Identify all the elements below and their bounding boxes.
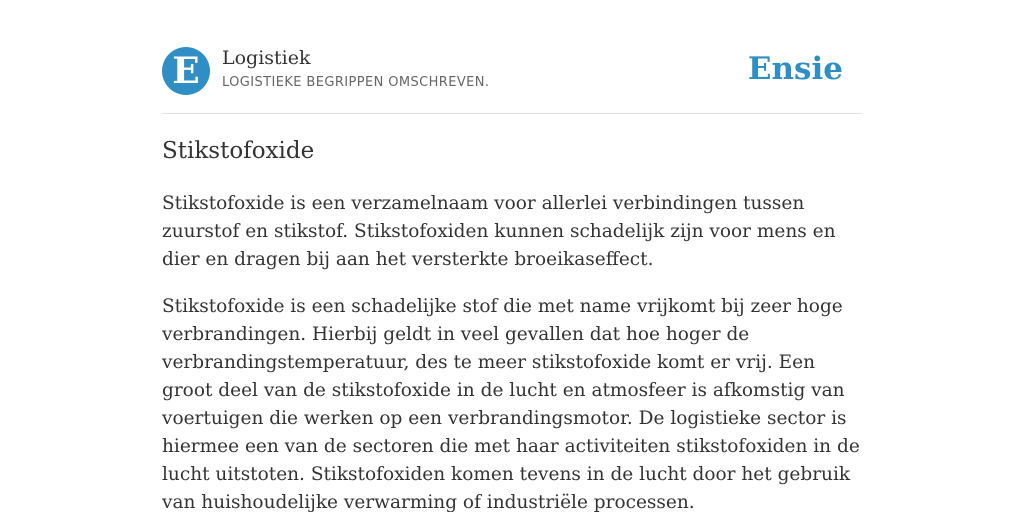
article-paragraph: Stikstofoxide is een schadelijke stof die met name vrijkomt bij zeer hoge verbrandingen. Hierbij geldt in veel gevallen dat hoe hoger de verbrandingstemperatuur, des te meer stikstofoxide komt er vrij. Een groot deel van de stikstofoxide in de lucht en atmosfeer is afkomstig van voertuigen die werken op een verbrandingsmotor. De logistieke sector is hiermee een van de sectoren die met haar activiteiten stikstofoxiden in de lucht uitstoten. Stikstofoxiden komen tevens in de lucht door het gebruik van huishoudelijke verwarming of industriële processen. — [162, 296, 860, 512]
article-title: Stikstofoxide — [162, 138, 315, 164]
brand-logo[interactable]: Ensie — [747, 51, 843, 87]
site-subtitle: LOGISTIEKE BEGRIPPEN OMSCHREVEN. — [222, 75, 490, 90]
header-divider — [162, 113, 862, 114]
site-title[interactable]: Logistiek — [222, 47, 311, 69]
site-header — [162, 46, 862, 96]
ensie-logo-icon[interactable]: E — [162, 47, 210, 95]
article-body — [162, 190, 862, 512]
article-paragraph: Stikstofoxide is een verzamelnaam voor allerlei verbindingen tussen zuurstof en stikstof. Stikstofoxiden kunnen schadelijk zijn voor mens en dier en dragen bij aan het versterkte broeikaseffect. — [162, 193, 836, 270]
